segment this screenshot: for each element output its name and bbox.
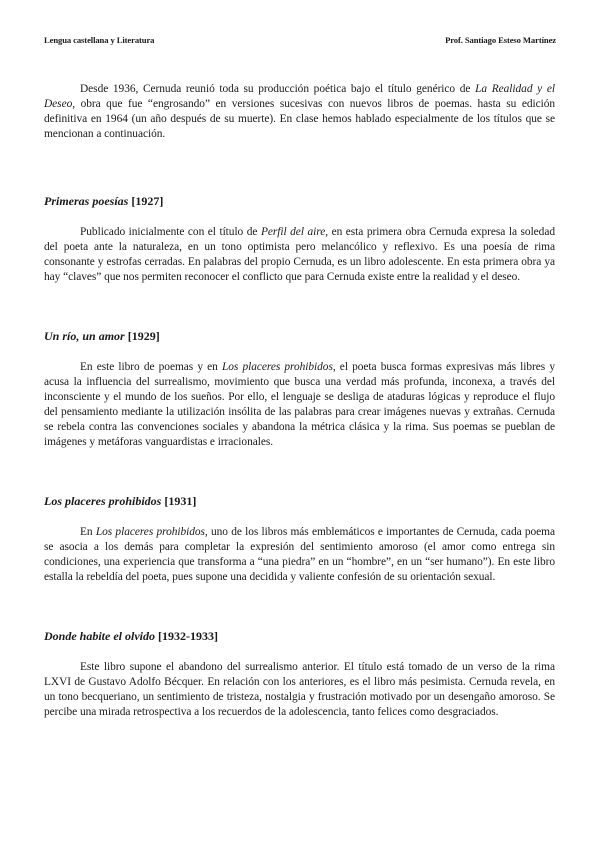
section-heading-los-placeres-prohibidos bbox=[44, 494, 555, 509]
section-title: Primeras poesías bbox=[44, 194, 129, 208]
section-heading-donde-habite-el-olvido bbox=[44, 629, 555, 644]
section-paragraph-primeras-poesias bbox=[44, 225, 555, 285]
section-heading-un-rio-un-amor bbox=[44, 329, 555, 344]
section-year: [1931] bbox=[161, 494, 197, 508]
intro-work-title: La Realidad y el Deseo bbox=[44, 83, 555, 110]
paragraph-text: , el poeta busca formas expresivas más libres y acusa la influencia del surrealismo, movimiento que busca una verdad más profunda, inconexa, a través del inconsciente y el mundo de los sueños. Por ello, el lenguaje se desliga de ataduras lógicas y reproduce el flujo del pensamiento mediante la utilización insólita de las palabras para crear imágenes nuevas y extrañas. Cernuda se rebela contra las convenciones sociales y abandona la métrica clásica y la rima. Sus poemas se pueblan de imágenes y metáforas vanguardistas e irracionales. bbox=[44, 361, 555, 448]
paragraph-italic: Perfil del aire bbox=[260, 226, 326, 238]
section-title: Un río, un amor bbox=[44, 329, 125, 343]
document-body bbox=[44, 82, 555, 720]
section-paragraph-un-rio-un-amor bbox=[44, 360, 555, 450]
section-paragraph-donde-habite-el-olvido bbox=[44, 660, 555, 720]
section-title: Donde habite el olvido bbox=[44, 629, 155, 643]
intro-text-1: Desde 1936, Cernuda reunió toda su producción poética bajo el título genérico de bbox=[80, 83, 476, 95]
header-author: Prof. Santiago Esteso Martínez bbox=[445, 35, 556, 45]
paragraph-italic: Los placeres prohibidos bbox=[221, 361, 333, 373]
section-title: Los placeres prohibidos bbox=[44, 494, 162, 508]
page-header bbox=[44, 35, 556, 45]
intro-text-2: , obra que fue “engrosando” en versiones sucesivas con nuevos libros de poemas. hasta su edición definitiva en 1964 (un año después de su muerte). En clase hemos hablado especialmente de los títulos que se mencionan a continuación. bbox=[44, 98, 555, 140]
paragraph-text: En bbox=[80, 526, 96, 538]
paragraph-text: Publicado inicialmente con el título de bbox=[80, 226, 261, 238]
section-heading-primeras-poesias bbox=[44, 194, 555, 209]
header-subject: Lengua castellana y Literatura bbox=[44, 35, 155, 45]
intro-paragraph bbox=[44, 82, 555, 142]
section-paragraph-los-placeres-prohibidos bbox=[44, 525, 555, 585]
paragraph-italic: Los placeres prohibidos bbox=[95, 526, 205, 538]
paragraph-text: , uno de los libros más emblemáticos e importantes de Cernuda, cada poema se asocia a los demás para completar la expresión del sentimiento amoroso (el amor como entrega sin condiciones, una experiencia que transforma a “una piedra” en un “hombre”, en un “ser humano”). En este libro estalla la rebeldía del poeta, pues supone una decidida y valiente confesión de su orientación sexual. bbox=[44, 526, 555, 583]
section-year: [1929] bbox=[124, 329, 160, 343]
paragraph-text: En este libro de poemas y en bbox=[80, 361, 222, 373]
section-year: [1932-1933] bbox=[155, 629, 218, 643]
paragraph-text: , en esta primera obra Cernuda expresa la soledad del poeta ante la naturaleza, en un tono optimista pero melancólico y reflexivo. Es una poesía de rima consonante y estrofas cerradas. En palabras del propio Cernuda, es un libro adolescente. En esta primera obra ya hay “claves” que nos permiten reconocer el conflicto que para Cernuda existe entre la realidad y el deseo. bbox=[44, 226, 555, 283]
section-year: [1927] bbox=[128, 194, 164, 208]
paragraph-text: Este libro supone el abandono del surrealismo anterior. El título está tomado de un verso de la rima LXVI de Gustavo Adolfo Bécquer. En relación con los anteriores, es el libro más pesimista. Cernuda revela, en un tono becqueriano, un sentimiento de tristeza, nostalgia y frustración motivado por un desengaño amoroso. Se percibe una mirada retrospectiva a los recuerdos de la adolescencia, tanto felices como desgraciados. bbox=[44, 661, 555, 718]
